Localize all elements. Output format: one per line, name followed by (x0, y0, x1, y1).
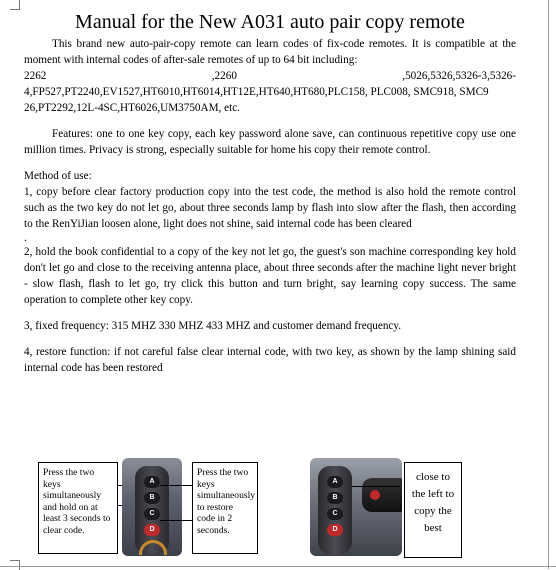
step-4: 4, restore function: if not careful false clear internal code, with two key, as shown by the lamp shining said internal code has been restored (24, 346, 516, 374)
source-remote-button (370, 490, 380, 500)
features-paragraph: Features: one to one key copy, each key password alone save, can continuous repetitive copy use one million times. Privacy is strong, especially suitable for home his copy their remote control. (24, 128, 516, 156)
remote-photo-2 (310, 458, 402, 556)
remote-button-b: B (144, 492, 160, 504)
pointer-line (352, 486, 400, 487)
models-list-row3: 26,PT2292,12L-4SC,HT6026,UM3750AM, etc. (24, 102, 240, 114)
step-2: 2, hold the book confidential to a copy of the key not let go, the guest's son machine corresponding key hold don't let go and close to the receiving antenna place, about three seconds after the machine light never bright - slow flash, flash to let go, try click this button and turn bright, say learning copy success. The same operation to complete other key copy. (24, 246, 516, 306)
instruction-box-copy (404, 462, 462, 558)
remote-button-d: D (327, 524, 343, 536)
page-margin-line-horizontal (0, 566, 556, 567)
instruction-text: Press the two keys simultaneously and hold on at least 3 seconds to clear code. (43, 467, 111, 536)
remote-button-c: C (327, 508, 343, 520)
source-remote (362, 478, 402, 512)
instruction-box-restore (192, 462, 258, 554)
remote-photo-1 (122, 458, 182, 556)
remote-button-d: D (144, 524, 160, 536)
document-title: Manual for the New A031 auto pair copy remote (75, 11, 465, 33)
separator-dot: . (24, 232, 27, 244)
instruction-text: close to the left to copy the best (411, 471, 455, 534)
remote-button-c: C (144, 508, 160, 520)
remote-button-a: A (144, 476, 160, 488)
model-code: ,5026,5326,5326-3,5326- (402, 70, 516, 82)
models-list-row2: 4,FP527,PT2240,EV1527,HT6010,HT6014,HT12E,HT640,HT680,PLC158, PLC008, SMC918, SMC9 (24, 86, 489, 98)
remote-button-b: B (327, 492, 343, 504)
instruction-box-clear (38, 462, 118, 554)
step-3: 3, fixed frequency: 315 MHZ 330 MHZ 433 MHZ and customer demand frequency. (24, 320, 402, 332)
pointer-line (160, 520, 192, 521)
remote-button-a: A (327, 476, 343, 488)
page-margin-line-vertical (548, 0, 549, 569)
method-heading: Method of use: (24, 170, 92, 182)
model-code: 2262 (24, 70, 47, 82)
models-list-row1 (24, 68, 516, 84)
intro-paragraph: This brand new auto-pair-copy remote can learn codes of fix-code remotes. It is compatible at the moment with internal codes of after-sale remotes of up to 64 bit including: (24, 38, 516, 66)
model-code: ,2260 (211, 70, 237, 82)
pointer-line (160, 485, 192, 486)
instruction-text: Press the two keys simultaneously to restore code in 2 seconds. (197, 467, 256, 536)
crop-mark-top (10, 0, 20, 10)
step-1: 1, copy before clear factory production copy into the test code, the method is also hold the remote control such as the two key do not let go, about three seconds lamp by flash into slow after the flash, then according to the RenYiJian loosen alone, light does not shine, said internal code has been cleared (24, 186, 516, 230)
document-body (24, 10, 516, 376)
